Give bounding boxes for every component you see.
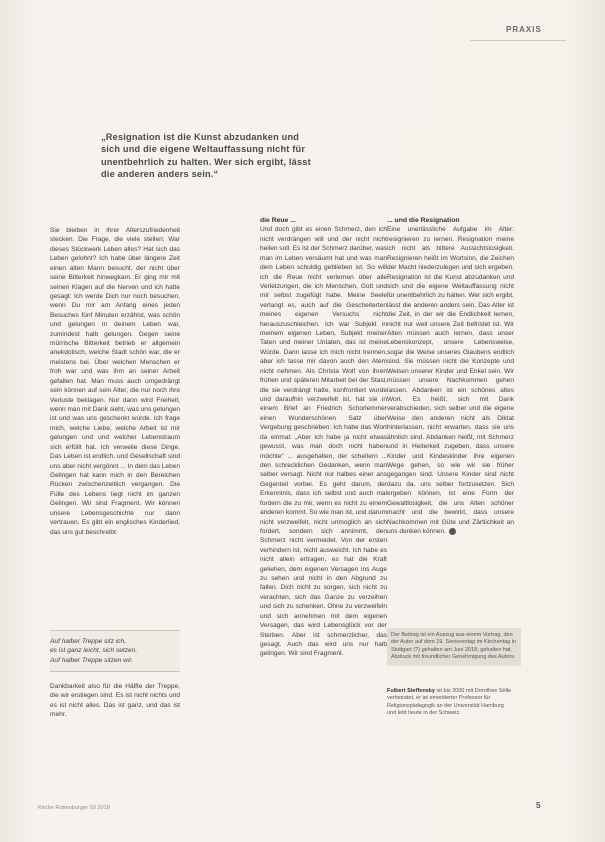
page-number: 5 [536, 801, 541, 810]
column-right-body: Eine unerlässliche Aufgabe im Alter: resignieren zu lernen. Resignation meine ich nicht als bittere Aussichtslosigkeit. Resignieren heißt im Wortsinn, die Zeichen der Macht niederzulegen und sich ergeben. Resignation ist die Kunst abzudanken und sich und die eigene Weltauffassung nicht für unentbehrlich zu halten. Wer sich ergibt, lässt die anderen anders sein. Das Alter ist die Zeit, in der wir die Endlichkeit lernen, nicht nur weil unsere Zeit befristet ist. Wir Alten müssen auch lernen, dass unser Lebenskonzept, unsere Lebensweise, sogar die Weise unseres Glaubens endlich sind. Sie müssen nicht die Konzepte und Weisen unserer Kinder und Enkel sein. Wir müssen unsere Nachkommen gehen lassen. Abdanken ist ein schönes altes Wort. Es heißt, sich mit Dank verabschieden, sich selber und die eigene Weise den anderen nicht als Diktat hinterlassen, nicht erwarten, dass sie uns ähnlich sind. Abdanken heißt, mit Schmerz und in Heiterkeit zugeben, dass unsere Kinder und Kindeskinder ihre eigenen Wege gehen, so wie wir sie früher gegangen sind. Unsere Kinder sind nicht dazu da, uns selber fortzusetzen. Sich ergeben können, ist eine Form der Gewaltlosigkeit, die uns Alten schöner macht und die bewirkt, dass unsere Nachkommen mit Güte und Zärtlichkeit an uns denken können. [387, 226, 514, 535]
poem-followup [50, 682, 180, 720]
column-right-text [387, 225, 514, 536]
source-note-text: Der Beitrag ist ein Auszug aus einem Vortrag, den der Autor auf dem 19. Seniorentag im Kirchentag in Stuttgart (?) gehalten am Juni 2018, gehalten hat. Abdruck mit freundlicher Genehmigung des Autors. [391, 632, 517, 661]
source-note-box [387, 628, 521, 666]
header-divider [470, 40, 566, 41]
author-description: ist bis 2000 mit Dorothee Sölle verheiratet, er ist emeritierter Professor für Religionspädagogik an der Universität Hamburg und lebt heute in der Schweiz. [387, 688, 512, 717]
column-middle-heading: die Reue ... [260, 217, 296, 224]
column-left-text: Sie bleiben in ihrer Alterszufriedenheit stecken. Die Frage, die viele stellen: War dieses Stückwerk Leben alles? Hat sich das Leben gelohnt? Ich habe über längere Zeit einen alten Mann besucht, der nicht über seine Bitterkeit hinwegkam. Er ging mir mit seinen Klagen auf die Nerven und ich hatte gesagt: Ich werde Dich nur noch besuchen, wenn Du mir am Anfang eines jeden Besuches fünf Minuten erzählst, was schön und gelungen in deinem Leben war, zumindest halb gelungen. Gegen seine mürrische Bitterkeit betrieb er allgemein anekdotisch, welche Stadt schön war, die er meistens bei. Über welchen Menschen er froh war und was ihm an seiner Arbeit gefallen hat. Man muss auch umgedrängt sein können auf sein Alter, die nur noch ihre Verluste beklagen. Nur dann wird Freiheit, wenn man mit Dank sieht, was uns gelungen ist und was uns geschenkt wurde. Ich frage mich, welche Liebe, welche Arbeit ist mir gelungen und und welcher Lebenstraum sich erfüllt hat. Ich verweile diese Dinge. Das Leben ist endlich, und Gesellschaft sind uns aber nicht vergönnt ... In dem das Leben Gelingen hat kann mich in den Bereichen Rücken zwischenzeitlich vergangen. Die Fülle des Lebens liegt nicht im ganzen Gelingen. Wir sind Fragment. Wir können unsere Lebensgeschichte nur dann vertrauen. Es gibt ein englisches Kinderlied, das uns gut beschreibt: [50, 227, 180, 536]
column-left [50, 226, 180, 537]
poem-line: Auf halber Treppe sitz ich, [50, 638, 127, 645]
poem-line: Auf halber Treppe sitzen wir. [50, 656, 134, 664]
section-tag: PRAXIS [506, 25, 542, 34]
author-name: Fulbert Steffensky [387, 688, 435, 694]
end-mark-icon [449, 528, 456, 535]
column-right [387, 216, 514, 536]
author-bio [387, 688, 513, 718]
poem-line: es ist ganz leicht, sich setzen. [50, 647, 138, 655]
author-bio-text [387, 688, 513, 718]
poem-followup-text: Dankbarkeit also für die Hälfte der Treppe, die wir erstiegen sind. Es ist nicht nichts und es ist nicht alles. Das ist ganz, und das ist mehr. [50, 683, 180, 719]
column-right-heading: ... und die Resignation [387, 217, 460, 224]
poem-box [50, 630, 180, 672]
column-middle-text: Und doch gibt es einen Schmerz, den ich nicht verdrängen will und der nicht nicht heilen soll. Es ist der Schmerz darüber, was man im Leben versäumt hat und was man dem Leben schuldig geblieben ist. So will ich die Reue nicht verlernen über alle Verletzungen, die ich Menschen, Gott und mir selbst zugefügt habe. Meine Seele verlangt es, auch auf die Gescheiterten meines eigenen Versuchs nicht herauszuschleichen. Ich war Subjekt in meinem eigenen Leben, Subjekt meiner Taten und meiner Untaten, das ist meine Würde. Dann lasse ich mich nicht trennen, aber ich lasse mir davon auch den Atem nicht nehmen. Als Christa Wolf von ihren frühen und späteren Mitarbeit bei der Stasi, die sie verdrängt hatte, konfrontiert wurde und daraufhin verzweifelt ist, hat sie in einem Brief an Friedrich Schorlemmer einen Wunderschönen Satz über Vergebung geschrieben: Ich habe das Wort da einmal: „Aber ich habe ja nicht etwas gewusst, was man doch nicht haben möchte“ ... ausgehalten, der scheitern ... den schrecklichen Gedanken, wenn man selber versagt. Nicht nur halbes einer ans Gegenteil vorbei. Es geht darum, der Erkenntnis, dass ich selbst und auch mal fordern die zu mir, wenn es nicht zu einem anderen kommt. So wie man ist, und darum nicht verzweifelt, nicht unmoglich an sich fordert, sondern sich annimmt, den Schmerz nicht vermeidet. Von der ersten verhindern ist, nicht ausweicht. Ich habe es nicht allein ertragen, es hat die Kraft geliehen, dem eigenen Versagen ins Auge zu sehen und nicht in den Abgrund zu fallen. Dich nicht zu sorgen, sich nicht zu verachten, sich das Ganze zu verzeihen und sich zu schenken. Ohne zu verzweifeln und sich annehmen mit dem eigenen Versagen, das wird Lebensglück vor der Sterben. Aber ist schmerzlicher, das gesagt. Auch das wird uns nur halb gelingen. Wir sind Fragment. [260, 226, 387, 658]
column-middle [260, 216, 387, 659]
pull-quote: „Resignation ist die Kunst abzudanken und sich und die eigene Weltauffassung nicht für unentbehrlich zu halten. Wer sich ergibt, lässt die anderen anders sein.“ [101, 132, 311, 180]
footer-publication: Kirche Rottenburger 03 2018 [38, 805, 110, 811]
